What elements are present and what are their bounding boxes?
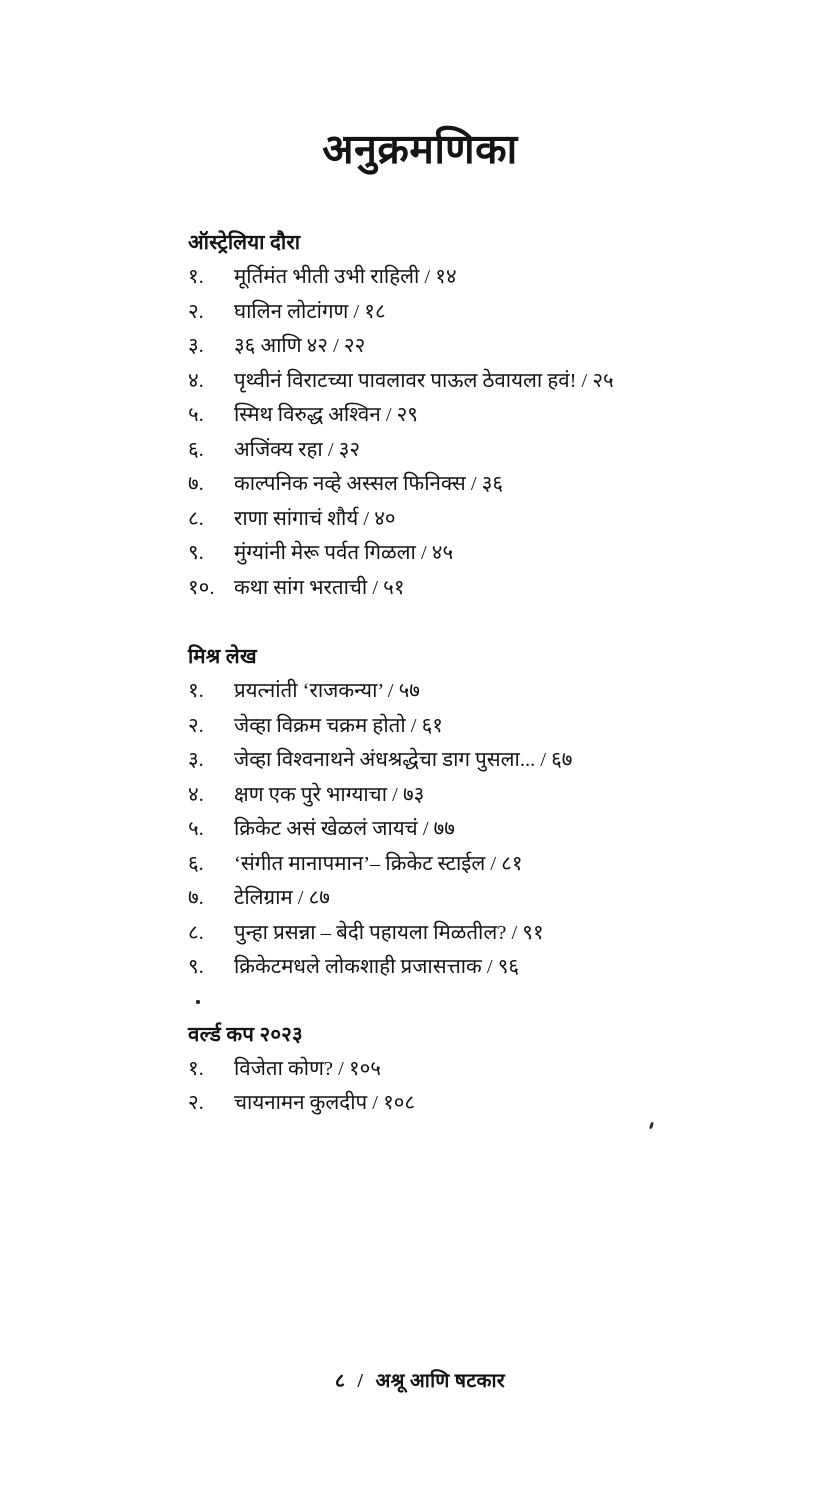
- toc-section-3: [188, 1020, 720, 1114]
- entry-text: प्रयत्नांती ‘राजकन्या’ / ५७: [234, 680, 420, 702]
- section-spacer: [188, 996, 720, 1020]
- entry-text: क्रिकेटमधले लोकशाही प्रजासत्ताक / ९६: [234, 956, 520, 978]
- entry-text: क्रिकेट असं खेळलं जायचं / ७७: [234, 818, 455, 840]
- section-heading: मिश्र लेख: [188, 646, 257, 668]
- scan-speck: [196, 1000, 200, 1004]
- entry-text: पुन्हा प्रसन्ना – बेदी पहायला मिळतील? / ९१: [234, 921, 544, 944]
- footer-page-number: ८: [334, 1371, 346, 1392]
- entry-text: काल्पनिक नव्हे अस्सल फिनिक्स / ३६: [234, 473, 504, 495]
- list-item[interactable]: [188, 267, 720, 288]
- list-item[interactable]: [188, 474, 720, 495]
- list-item[interactable]: [188, 957, 720, 978]
- entry-number: १.: [188, 680, 204, 702]
- list-item[interactable]: [188, 1093, 720, 1114]
- list-item[interactable]: [188, 854, 720, 875]
- entry-number: ४.: [188, 369, 204, 392]
- entry-number: २.: [188, 714, 204, 737]
- page-title: अनुक्रमणिका: [322, 126, 518, 172]
- entry-text: मुंग्यांनी मेरू पर्वत गिळला / ४५: [234, 542, 454, 564]
- list-item[interactable]: [188, 302, 720, 323]
- list-item[interactable]: [188, 750, 720, 771]
- list-item[interactable]: [188, 578, 720, 599]
- toc-section-2: [188, 642, 720, 978]
- footer-book-title: अश्रू आणि षटकार: [375, 1371, 506, 1392]
- list-item[interactable]: [188, 336, 720, 357]
- list-item[interactable]: [188, 923, 720, 944]
- scan-speck: [649, 1122, 654, 1130]
- entry-text: अजिंक्य रहा / ३२: [234, 438, 361, 461]
- entry-text: ३६ आणि ४२ / २२: [234, 335, 366, 357]
- entry-number: १०.: [188, 576, 215, 599]
- section-heading: ऑस्ट्रेलिया दौरा: [188, 232, 301, 254]
- entry-number: ७.: [188, 887, 204, 909]
- entry-number: ९.: [188, 956, 204, 978]
- entry-text: राणा सांगाचं शौर्य / ४०: [234, 507, 396, 530]
- list-item[interactable]: [188, 785, 720, 806]
- entry-text: टेलिग्राम / ८७: [234, 887, 330, 909]
- entry-number: ५.: [188, 818, 204, 840]
- list-item[interactable]: [188, 543, 720, 564]
- entry-number: ३.: [188, 335, 204, 357]
- entry-text: मूर्तिमंत भीती उभी राहिली / १४: [234, 266, 457, 288]
- list-item[interactable]: [188, 440, 720, 461]
- entry-number: ६.: [188, 852, 204, 875]
- entry-text: जेव्हा विश्वनाथने अंधश्रद्धेचा डाग पुसला... / ६७: [234, 749, 573, 771]
- page-footer: [0, 1366, 840, 1393]
- toc-page: [0, 120, 840, 1501]
- list-item[interactable]: [188, 681, 720, 702]
- entry-number: ४.: [188, 783, 204, 806]
- entry-number: ७.: [188, 473, 204, 495]
- entry-text: चायनामन कुलदीप / १०८: [234, 1092, 416, 1114]
- entry-text: घालिन लोटांगण / १८: [234, 300, 386, 323]
- entry-text: पृथ्वीनं विराटच्या पावलावर पाऊल ठेवायला हवं! / २५: [234, 369, 614, 392]
- entry-text: कथा सांग भरताची / ५१: [234, 576, 405, 599]
- footer-separator: /: [357, 1371, 364, 1392]
- entry-number: ५.: [188, 404, 204, 426]
- section-heading: वर्ल्ड कप २०२३: [188, 1023, 303, 1046]
- toc-content: [188, 228, 720, 1114]
- entry-number: ८.: [188, 507, 204, 530]
- list-item[interactable]: [188, 716, 720, 737]
- entry-number: २.: [188, 1092, 204, 1114]
- entry-number: ८.: [188, 921, 204, 944]
- entry-text: जेव्हा विक्रम चक्रम होतो / ६१: [234, 714, 443, 737]
- list-item[interactable]: [188, 509, 720, 530]
- entry-number: १.: [188, 266, 204, 288]
- toc-section-1: [188, 228, 720, 598]
- entry-number: १.: [188, 1057, 204, 1080]
- list-item[interactable]: [188, 1059, 720, 1080]
- list-item[interactable]: [188, 371, 720, 392]
- list-item[interactable]: [188, 819, 720, 840]
- list-item[interactable]: [188, 888, 720, 909]
- entry-number: ९.: [188, 542, 204, 564]
- list-item[interactable]: [188, 405, 720, 426]
- entry-text: स्मिथ विरुद्ध अश्विन / २९: [234, 404, 418, 426]
- entry-number: ६.: [188, 438, 204, 461]
- entry-text: विजेता कोण? / १०५: [234, 1057, 381, 1080]
- section-spacer: [188, 616, 720, 642]
- entry-text: ‘संगीत मानापमान’– क्रिकेट स्टाईल / ८१: [234, 852, 523, 875]
- entry-text: क्षण एक पुरे भाग्याचा / ७३: [234, 783, 425, 806]
- entry-number: ३.: [188, 749, 204, 771]
- entry-number: २.: [188, 300, 204, 323]
